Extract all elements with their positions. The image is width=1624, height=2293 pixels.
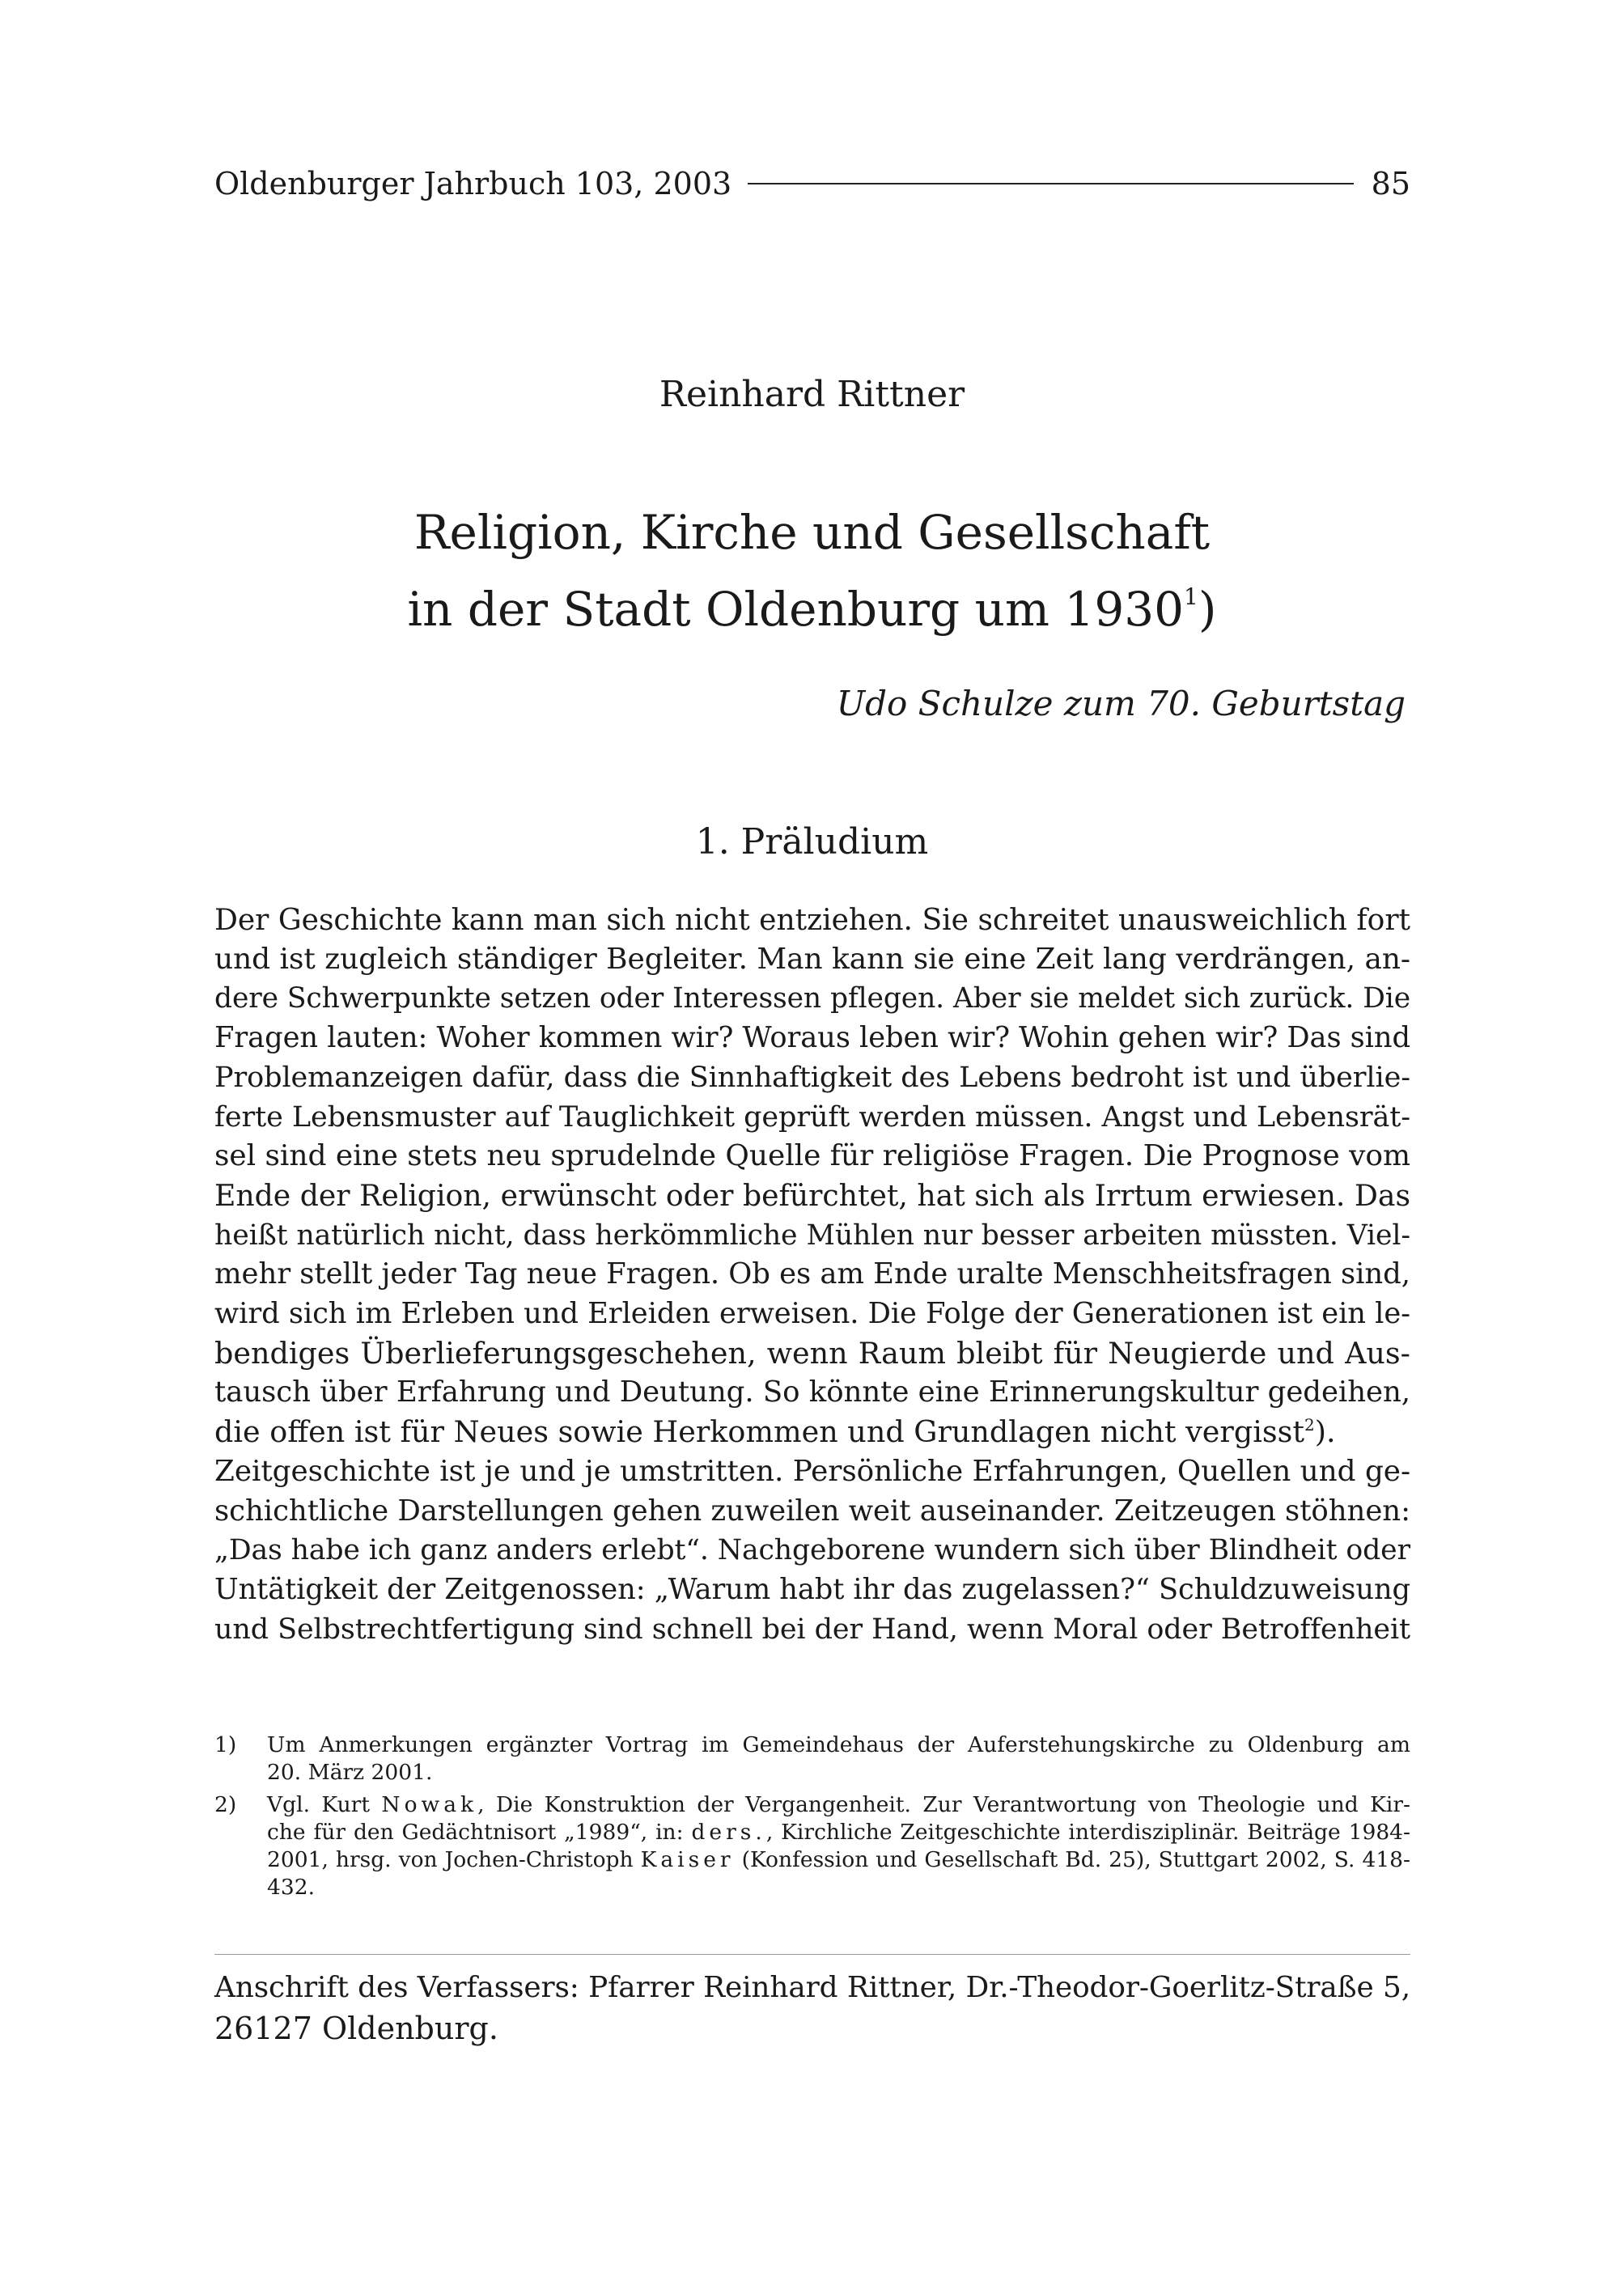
body-line: Der Geschichte kann man sich nicht entziehen. Sie schreitet unausweichlich fort: [214, 903, 1410, 937]
footnote-text: Um Anmerkungen ergänzter Vortrag im Gemeindehaus der Auferstehungskirche zu Oldenburg am 20. März 2001.: [267, 1732, 1410, 1785]
section-heading: 1. Präludium: [695, 821, 929, 863]
footnote-2: [214, 1791, 1410, 1901]
footnotes: [214, 1731, 1410, 1906]
author-name: Reinhard Rittner: [659, 374, 965, 415]
body-paragraph: [214, 901, 1410, 1649]
body-line: bendiges Überlieferungsgeschehen, wenn Raum bleibt für Neugierde und Aus-: [214, 1335, 1410, 1371]
body-line: ferte Lebensmuster auf Tauglichkeit geprüft werden müssen. Angst und Lebensrät-: [214, 1100, 1410, 1134]
title-line-1: Religion, Kirche und Gesellschaft: [413, 505, 1211, 560]
body-line: Problemanzeigen dafür, dass die Sinnhaftigkeit des Lebens bedroht ist und überlie-: [214, 1060, 1410, 1094]
body-line-with-footnote: die offen ist für Neues sowie Herkommen und Grundlagen nicht vergisst$^2$).: [214, 1414, 1336, 1450]
body-line: „Das habe ich ganz anders erlebt“. Nachgeborene wundern sich über Blindheit oder: [214, 1534, 1410, 1567]
author-surname-spaced: Nowak: [381, 1792, 478, 1817]
body-line: heißt natürlich nicht, dass herkömmliche Mühlen nur besser arbeiten müssten. Viel-: [214, 1219, 1410, 1252]
body-line: mehr stellt jeder Tag neue Fragen. Ob es am Ende uralte Menschheitsfragen sind,: [214, 1257, 1410, 1291]
body-line: Ende der Religion, erwünscht oder befürchtet, hat sich als Irrtum erwiesen. Das: [214, 1177, 1410, 1213]
body-line: tausch über Erfahrung und Deutung. So könnte eine Erinnerungskultur gedeihen,: [214, 1375, 1410, 1409]
body-line: dere Schwerpunkte setzen oder Interessen pflegen. Aber sie meldet sich zurück. Die: [214, 982, 1410, 1015]
author-surname-spaced: ders.: [691, 1820, 766, 1845]
body-line: schichtliche Darstellungen gehen zuweilen weit auseinander. Zeitzeugen stöhnen:: [214, 1494, 1410, 1528]
body-line: Untätigkeit der Zeitgenossen: „Warum habt ihr das zugelassen?“ Schuldzuweisung: [214, 1572, 1410, 1606]
footnote-1: [214, 1731, 1410, 1787]
journal-citation: Oldenburger Jahrbuch 103, 2003: [214, 166, 732, 201]
body-line: Fragen lauten: Woher kommen wir? Woraus leben wir? Wohin gehen wir? Das sind: [214, 1021, 1410, 1055]
footnote-number: 1): [214, 1732, 237, 1757]
body-line: und Selbstrechtfertigung sind schnell bei der Hand, wenn Moral oder Betroffenheit: [214, 1613, 1410, 1646]
body-line: und ist zugleich ständiger Begleiter. Man kann sie eine Zeit lang verdrängen, an-: [214, 942, 1410, 976]
title-line-2: in der Stadt Oldenburg um 1930$^1$): [407, 582, 1217, 637]
footnote-text: Vgl. Kurt Nowak, Die Konstruktion der Vergangenheit. Zur Verantwortung von Theologie und Kir- che für den Gedächtnisort „1989“, in: ders., Kirchliche Zeitgeschichte interdisziplinär. Beiträge 1984- 2001, hrsg. von Jochen-Christoph Kaiser (Konfession und Gesellschaft Bd. 25), Stuttgart 2002, S. 418- 432.: [267, 1792, 1410, 1900]
body-line: sel sind eine stets neu sprudelnde Quelle für religiöse Fragen. Die Prognose vom: [214, 1139, 1410, 1173]
dedication: Udo Schulze zum 70. Geburtstag: [836, 684, 1406, 723]
title-footnote-ref[interactable]: 1: [1184, 583, 1198, 610]
address-line: Anschrift des Verfassers: Pfarrer Reinhard Rittner, Dr.-Theodor-Goerlitz-Straße 5,: [214, 1971, 1410, 2004]
author-surname-spaced: Kaiser: [640, 1847, 735, 1872]
address-line: 26127 Oldenburg.: [214, 2011, 498, 2046]
footnote-number: 2): [214, 1792, 237, 1817]
body-line: Zeitgeschichte ist je und je umstritten. Persönliche Erfahrungen, Quellen und ge-: [214, 1454, 1410, 1488]
body-line: wird sich im Erleben und Erleiden erweisen. Die Folge der Generationen ist ein le-: [214, 1297, 1410, 1331]
running-header: [214, 166, 1410, 201]
address-divider: [214, 1954, 1410, 1955]
article-title: [0, 500, 1624, 642]
footnote-ref-2[interactable]: 2: [1304, 1415, 1315, 1435]
header-rule: [748, 183, 1353, 184]
page-number: 85: [1371, 166, 1410, 201]
author-address: [214, 1968, 1410, 2049]
